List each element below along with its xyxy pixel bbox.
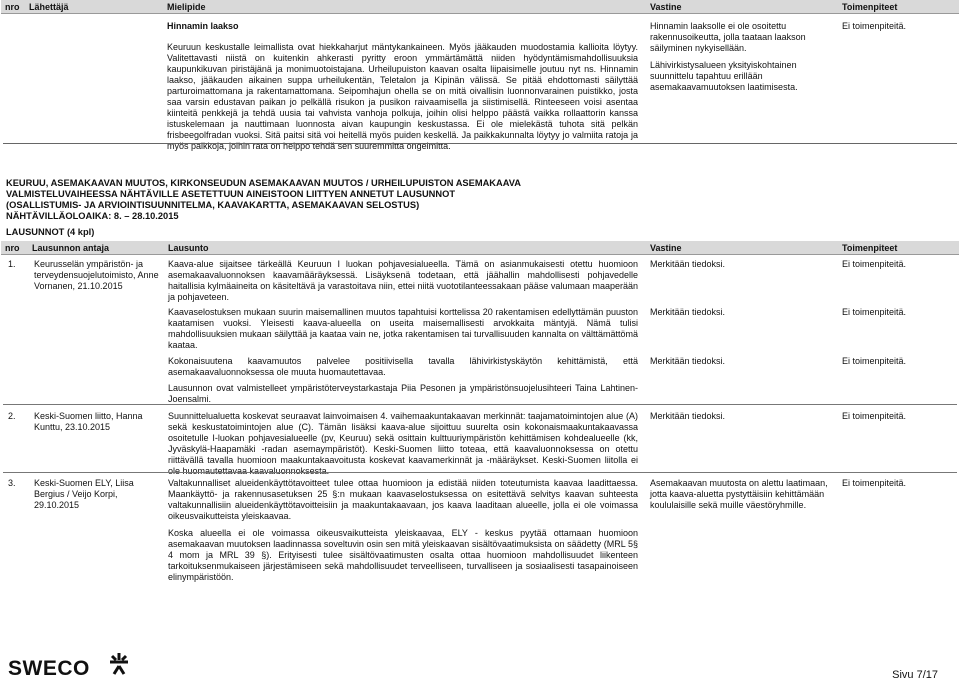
- row-1-response: Merkitään tiedoksi.: [650, 259, 726, 269]
- table2-header-response: Vastine: [650, 243, 682, 253]
- table2-header: [1, 241, 959, 255]
- sweco-logo: [8, 650, 132, 680]
- row-5-statement-2: Koska alueella ei ole voimassa oikeusvaikutteista yleiskaavaa, ELY - keskus pyytää ottamaan huomioon asemakaavan muutoksen laadinnassa soveltuvin osin sen mitä yleiskaavan sisältövaatimuksista on säädetty (MRL 5§ 4 mom ja MRL 39 §). Erityisesti tulee sisältövaatimusten osalta ottaa huomioon mahdollisuudet liikenteen tarkoituksenmukaiseen järjestämiseen sekä mahdollisuudet terveelliseen, turvalliseen ja sosiaalisesti tasapainoiseen elinympäristöön.: [168, 528, 638, 582]
- opinion-text: Keuruun keskustalle leimallista ovat hiekkaharjut mäntykankaineen. Myös jääkauden muodostamia kallioita löytyy. Valitettavasti niistä on kuitenkin ahkerasti pyritty eroon ymmärtämättä niiden hyödyntämismahdollisuuksia kaupunkikuvan piristäjänä ja monimuotoistajana. Urheilupuiston kaavan osalta liipaisimelle joutuu nyt ns. Hinnamin laakso, jääkauden aikainen suppa urheilukentän, Teletalon ja Kipinän välissä. Se pitää ehdottomasti säilyttää parturoimattomana ja rakentamattomana. Seipomhajun ohella se on mitä oivallisin luonnonvarainen puistikko, josta saa varsin edustavan paikan jo pelkällä risukon ja pusikon raivaamisella ja siistimisellä. Rinteeseen voisi asentaa kiinteitä penkkejä ja tehdä uusia tai vahvista vanhoja polkuja, joihin olisi helppo päästä vaikka rollaattorin kanssa istuskelemaan ja nauttimaan luonnosta aivan kaupungin keskustassa. Ei ole mielekästä tuhota sitä pelkän frisbeegolfradan vuoksi. Sitä paitsi sitä voi heitellä myös puiden keskellä. Ja paikkakunnalta löytyy jo valmiita ratoja ja myös paikkoja, joihin rata on helppo tehdä sen suuremmitta ongelmitta.: [167, 42, 638, 151]
- statement-count: LAUSUNNOT (4 kpl): [6, 227, 95, 237]
- row-4-action: Ei toimenpiteitä.: [842, 411, 907, 421]
- document-title: [6, 178, 906, 222]
- action-text: Ei toimenpiteitä.: [842, 21, 907, 31]
- table2-header-nro: nro: [5, 243, 20, 253]
- table1-bottom-border: [3, 143, 957, 144]
- row-2-action: Ei toimenpiteitä.: [842, 307, 907, 317]
- row-3-action: Ei toimenpiteitä.: [842, 356, 907, 366]
- table2-header-actions: Toimenpiteet: [842, 243, 898, 253]
- page-number: Sivu 7/17: [892, 669, 938, 681]
- table1-header-nro: nro: [5, 2, 20, 12]
- sweco-logo-symbol: [110, 653, 128, 674]
- section-title: Hinnamin laakso: [167, 21, 239, 31]
- document-title-line-1: KEURUU, ASEMAKAAVAN MUUTOS, KIRKONSEUDUN ASEMAKAAVAN MUUTOS / URHEILUPUISTON ASEMAKAAVA: [6, 178, 521, 188]
- row-5-nro: 3.: [8, 478, 16, 488]
- response-text-2: Lähivirkistysalueen yksityiskohtainen suunnittelu tapahtuu erillään asemakaavamuutoksen laatimisesta.: [650, 60, 798, 92]
- row-1-giver: Keurusselän ympäristön- ja terveydensuojelutoimisto, Anne Vornanen, 21.10.2015: [34, 259, 159, 291]
- row-4-nro: 2.: [8, 411, 16, 421]
- row-2-response: Merkitään tiedoksi.: [650, 307, 726, 317]
- row-divider-1: [3, 404, 957, 405]
- table1-header-sender: Lähettäjä: [29, 2, 69, 12]
- row-4-statement: Suunnittelualuetta koskevat seuraavat lainvoimaisen 4. vaihemaakuntakaavan merkinnät: taajamatoimintojen alue (A) sekä keskustatoimintojen alue (C). Tämän lisäksi kaava-alue sijoittuu suurelta osin kokonaismaakuntakaavassa osoitetulle I-luokan pohjavesialueelle (pv, Keuruu) sekä osittain kulttuuriympäristön kehittämisen kohdealueelle (kk, Jyväskylä-Haapamäki -radan asemaympäristöt). Keski-Suomen liitto toteaa, että kaavaluonnoksessa on otettu riittävällä tavalla huomioon maakuntakaavoitusta koskevat kaavamerkinnät ja -määräykset. Keski-Suomen liitolla ei ole huomautettavaa kaavaluonnoksesta.: [168, 411, 638, 476]
- row-divider-2: [3, 472, 957, 473]
- row-4-giver: Keski-Suomen liitto, Hanna Kunttu, 23.10.2015: [34, 411, 143, 432]
- row-3-response: Merkitään tiedoksi.: [650, 356, 726, 366]
- table1-header-opinion: Mielipide: [167, 2, 206, 12]
- row-4-response: Merkitään tiedoksi.: [650, 411, 726, 421]
- row-5-statement: Valtakunnalliset alueidenkäyttötavoitteet tulee ottaa huomioon ja edistää niiden toteutumista kaavaa laadittaessa. Maankäyttö- ja rakennusasetuksen 25 §:n mukaan kaavaselostuksessa on esitettävä selvitys kaavan suhteesta valtakunnallisiin alueidenkäyttötavoitteisiin ja maakuntakaavaan, jos kaava laaditaan alueelle, jolla ei ole voimassa oikeusvaikutteista yleiskaavaa.: [168, 478, 638, 521]
- response-text-1: Hinnamin laaksolle ei ole osoitettu rakennusoikeutta, jolla taataan laakson säilyminen nykyisellään.: [650, 21, 806, 53]
- document-title-line-3: (OSALLISTUMIS- JA ARVIOINTISUUNNITELMA, KAAVAKARTTA, ASEMAKAAVAN SELOSTUS): [6, 200, 420, 210]
- row-1-statement: Kaava-alue sijaitsee tärkeällä Keuruun I luokan pohjavesialueella. Tämä on asianmukaisesti otettu huomioon asemakaavaluonnoksen kaavamääräyksessä. Lisäyksenä todetaan, että jäähallin mahdollisesti pohjavedelle haitallisia kylmäaineita on käsiteltävä ja varastoitava niin, ettei niitä vuototilanteessakaan pääse valumaan maaperään ja pohjaveteen.: [168, 259, 638, 302]
- table2-header-giver: Lausunnon antaja: [32, 243, 110, 253]
- sweco-logo-mark: [8, 650, 132, 680]
- row-1-nro: 1.: [8, 259, 16, 269]
- table1-header: [1, 0, 959, 14]
- row-5-action: Ei toimenpiteitä.: [842, 478, 907, 488]
- table2-header-statement: Lausunto: [168, 243, 209, 253]
- row-3-statement-2: Lausunnon ovat valmistelleet ympäristöterveystarkastaja Piia Pesonen ja ympäristönsuojelusihteeri Taina Lahtinen-Joensalmi.: [168, 383, 638, 404]
- row-2-statement: Kaavaselostuksen mukaan suurin maisemallinen muutos tapahtuisi korttelissa 20 rakentamisen edellyttämän puuston kaatamisen vuoksi. Yleisesti kaava-alueella on useita maisemallisesti arvokkaita mäntyjä. Nämä tulisi mahdollisuuksien mukaan säilyttää ja kaataa vain ne, jotka rakentamisen tai turvallisuuden kannalta on välttämättömä kaataa.: [168, 307, 638, 350]
- document-title-line-4: NÄHTÄVILLÄOLOAIKA: 8. – 28.10.2015: [6, 211, 179, 221]
- table1-header-actions: Toimenpiteet: [842, 2, 898, 12]
- sweco-logo-text: SWECO: [8, 657, 90, 680]
- row-5-giver: Keski-Suomen ELY, Liisa Bergius / Veijo Korpi, 29.10.2015: [34, 478, 134, 510]
- row-5-response: Asemakaavan muutosta on alettu laatimaan, jotta kaava-aluetta pystyttäisiin kehittämään koululaisille sekä muille väestöryhmille.: [650, 478, 828, 510]
- document-title-line-2: VALMISTELUVAIHEESSA NÄHTÄVILLE ASETETTUUN AINEISTOON LIITTYEN ANNETUT LAUSUNNOT: [6, 189, 456, 199]
- row-3-statement: Kokonaisuutena kaavamuutos palvelee positiivisella tavalla lähivirkistyskäytön kehittämistä, että asemakaavaluonnoksessa ole muuta huomautettavaa.: [168, 356, 638, 377]
- table1-header-response: Vastine: [650, 2, 682, 12]
- row-1-action: Ei toimenpiteitä.: [842, 259, 907, 269]
